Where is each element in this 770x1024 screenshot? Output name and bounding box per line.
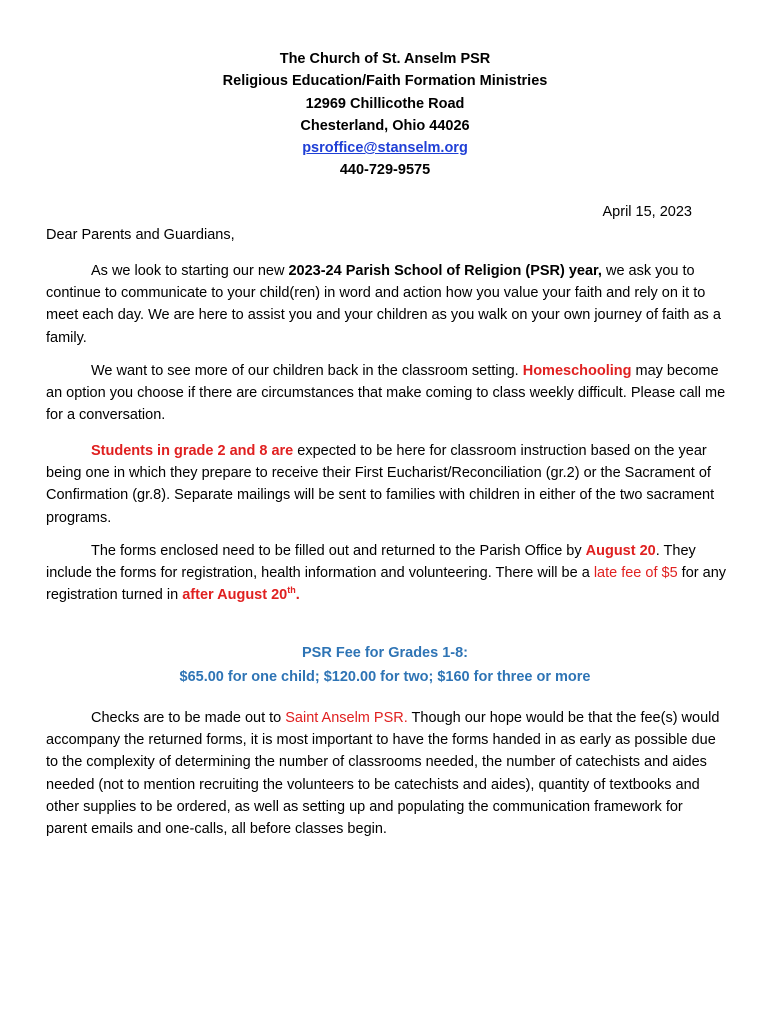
- deadline-highlight: August 20: [585, 543, 656, 559]
- phone-number: 440-729-9575: [339, 162, 431, 179]
- ministry-name: Religious Education/Faith Formation Ministries: [222, 73, 548, 90]
- text: we ask you to continue to communicate to your child(ren) in word and action how you value your faith and rely on it to meet each day. We are here to assist you and your children as you walk on your own journey of faith as a family.: [46, 263, 721, 346]
- text: Though our hope would be that the fee(s) would accompany the returned forms, it is most important to have the forms handed in as early as possible due to the complexity of determining the number of classrooms needed, the number of catechists and aides needed (not to mention recruiting the volunteers to be catechists and aides), quantity of textbooks and other supplies to be ordered, as well as setting up and populating the communication framework for parent emails and one-calls, all before classes begin.: [46, 710, 720, 838]
- fee-schedule: [0, 641, 770, 689]
- fee-heading: PSR Fee for Grades 1-8:: [302, 645, 468, 661]
- org-name: The Church of St. Anselm PSR: [279, 51, 491, 67]
- paragraph-sacraments: [46, 440, 726, 529]
- payee-highlight: Saint Anselm PSR.: [285, 710, 408, 726]
- paragraph-payment: [46, 707, 726, 840]
- text: may become an option you choose if there are circumstances that make coming to class weekly difficult. Please call me for a conversation.: [46, 363, 726, 424]
- text: for any registration turned in: [46, 565, 727, 604]
- text: expected to be here for classroom instruction based on the year being one in which they prepare to receive their First Eucharist/Reconciliation (gr.2) or the Sacrament of Confirmation (gr.8). Separate mailings will be sent to families with children in either of the two sacrament programs.: [46, 443, 715, 526]
- paragraph-forms: [46, 540, 726, 607]
- email-link[interactable]: psroffice@stanselm.org: [302, 140, 468, 157]
- late-fee-highlight: late fee of $5: [593, 565, 678, 582]
- salutation: Dear Parents and Guardians,: [46, 227, 235, 243]
- letterhead: [0, 48, 770, 182]
- psr-year-highlight: 2023-24 Parish School of Religion (PSR) year,: [288, 263, 602, 279]
- letter-date: April 15, 2023: [602, 204, 692, 220]
- after-deadline-highlight: after August 20th.: [182, 585, 300, 604]
- street-address: 12969 Chillicothe Road: [305, 95, 465, 112]
- text: As we look to starting our new: [91, 263, 289, 279]
- text: . They include the forms for registration, health information and volunteering. There will be a: [46, 543, 696, 582]
- text: Checks are to be made out to: [91, 710, 286, 726]
- fee-amounts: $65.00 for one child; $120.00 for two; $160 for three or more: [179, 669, 591, 685]
- text: We want to see more of our children back in the classroom setting.: [91, 363, 523, 379]
- city-state-zip: Chesterland, Ohio 44026: [300, 117, 470, 134]
- paragraph-intro: [46, 260, 726, 349]
- homeschooling-highlight: Homeschooling: [522, 363, 632, 379]
- paragraph-classroom: [46, 360, 726, 427]
- grade-2-8-highlight: Students in grade 2 and 8 are: [91, 443, 294, 459]
- text: The forms enclosed need to be filled out and returned to the Parish Office by: [91, 543, 586, 559]
